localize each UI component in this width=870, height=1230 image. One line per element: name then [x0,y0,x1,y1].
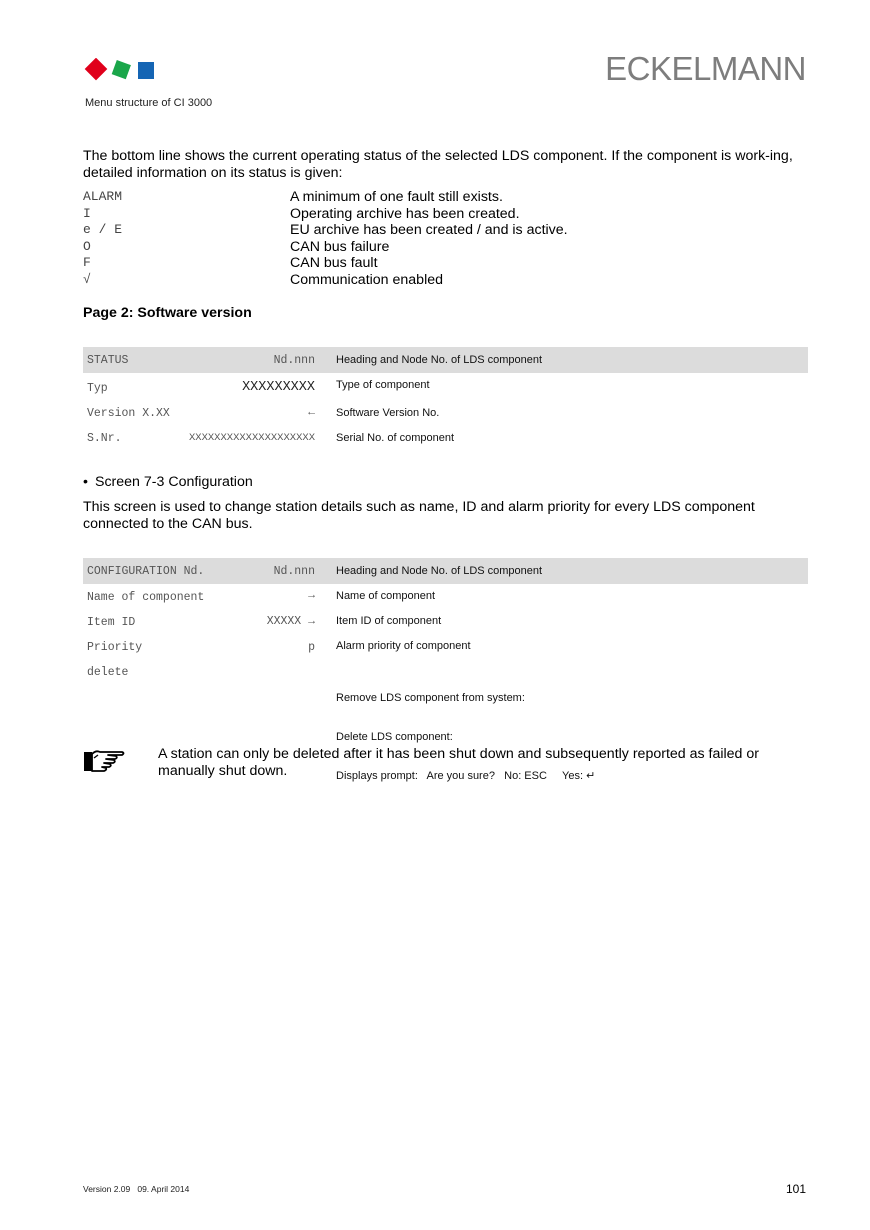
screen-row-left: Name of component [87,591,205,604]
software-version-screen [83,347,808,451]
status-row [83,255,683,272]
screen-row-right: → [308,589,315,602]
status-description: CAN bus fault [290,255,378,272]
description-line: Delete LDS component: [336,731,453,743]
bullet-item [83,474,253,490]
screen-row-left: Priority [87,641,143,654]
screen-row-right: XXXXXXXXXXXXXXXXXXXX [188,432,315,444]
screen-row-description: Alarm priority of component [336,640,471,652]
screen-row [83,634,808,659]
status-description: CAN bus failure [290,238,390,255]
status-row [83,206,683,223]
section-heading: Page 2: Software version [83,305,252,321]
page-number: 101 [785,1182,806,1196]
description-line: Displays prompt: Are you sure? No: ESC Yes: ↵ [336,770,596,782]
status-description: Communication enabled [290,271,444,288]
logo-green-diamond [112,60,131,79]
status-code: e / E [83,222,123,238]
status-code: O [83,238,91,254]
status-row [83,239,683,256]
status-code: ALARM [83,189,123,204]
screen-row-left: Typ [87,382,108,395]
screen-row-description: Name of component [336,590,436,602]
screen-header-description: Heading and Node No. of LDS component [336,354,543,366]
screen-row [83,401,808,426]
screen-header-row [83,347,808,373]
status-code: √ [83,271,91,287]
status-code: F [83,255,91,271]
screen-header-left: CONFIGURATION Nd. [87,565,205,578]
logo-red-diamond [85,58,108,80]
status-code-list [83,189,683,289]
status-row [83,189,683,206]
footer-version: Version 2.09 09. April 2014 [83,1184,190,1194]
screen-header-left: STATUS [87,354,129,367]
pointing-hand-icon [82,746,126,774]
screen-row-left: delete [87,666,129,679]
status-description: A minimum of one fault still exists. [290,189,503,205]
screen-row-right: XXXXX → [266,615,315,628]
status-description: EU archive has been created / and is active. [290,222,568,239]
status-row [83,272,683,289]
screen-row-right: p [308,641,315,654]
screen-row [83,609,808,634]
screen-row-description [336,666,595,809]
screen-header-description: Heading and Node No. of LDS component [336,565,543,577]
screen-row-left: Version X.XX [87,407,170,420]
eckelmann-logo [84,58,156,84]
screen-row-left: S.Nr. [87,432,122,445]
note-text: A station can only be deleted after it has been shut down and subsequently reported as failed or manually shut down. [158,746,760,779]
bullet-symbol: • [83,474,88,490]
brand-name: ECKELMANN [605,50,806,87]
screen-row [83,426,808,451]
screen-row-description: Software Version No. [336,407,440,419]
status-description: Operating archive has been created. [290,205,520,222]
header-subtitle: Menu structure of CI 3000 [85,97,213,109]
description-line: Remove LDS component from system: [336,692,525,704]
screen-row-right: ← [308,406,315,419]
screen-row-description: Item ID of component [336,615,442,627]
screen-row [83,584,808,609]
screen-header-right: Nd.nnn [273,565,315,578]
screen-header-right: Nd.nnn [273,354,315,367]
logo-blue-square [138,62,154,79]
screen-row-left: Item ID [87,616,136,629]
screen-row-description: Serial No. of component [336,432,455,444]
screen-header-row [83,558,808,584]
screen-row-right: XXXXXXXXX [242,380,315,395]
status-row [83,222,683,239]
intro-paragraph: The bottom line shows the current operating status of the selected LDS component. If the component is work-ing, detailed information on its status is given: [83,148,793,181]
status-code: I [83,205,91,221]
bullet-text: Screen 7-3 Configuration [95,474,253,490]
screen-row [83,373,808,401]
config-paragraph: This screen is used to change station details such as name, ID and alarm priority for every LDS component connected to the CAN bus. [83,499,755,532]
screen-row-description: Type of component [336,379,430,391]
